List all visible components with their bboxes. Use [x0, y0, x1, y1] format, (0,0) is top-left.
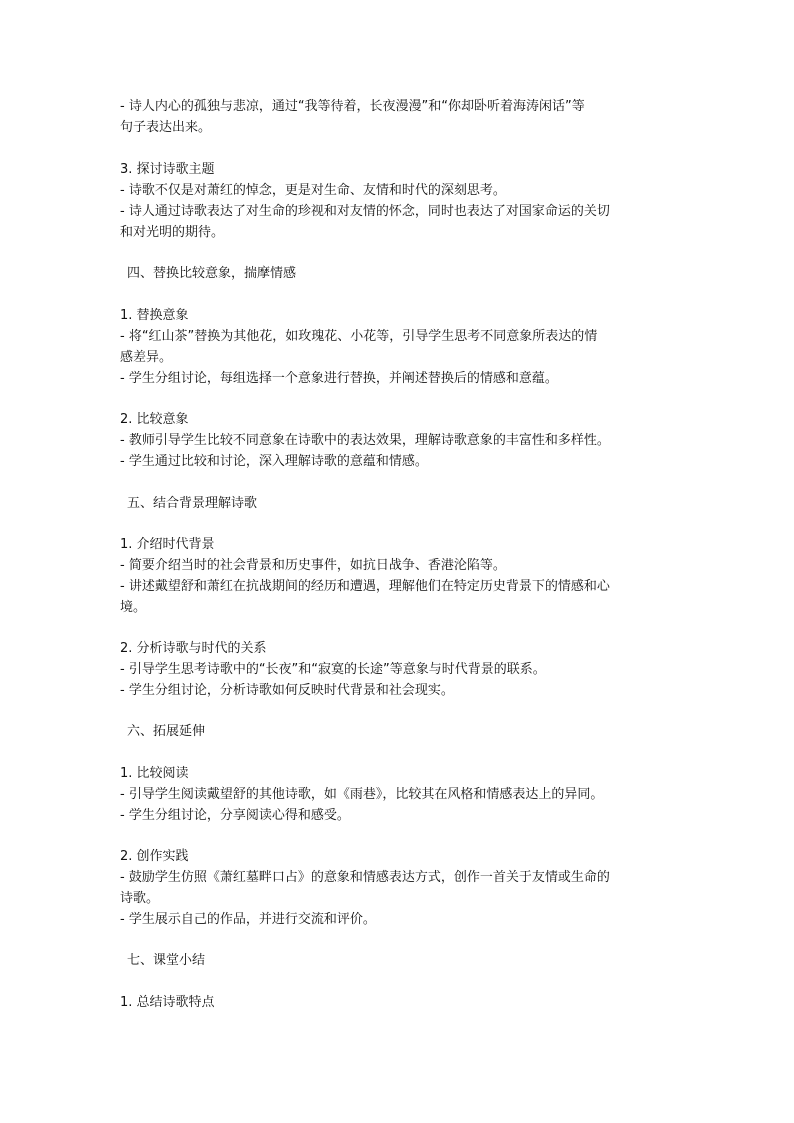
- bullet-line: - 学生分组讨论，分享阅读心得和感受。: [120, 808, 350, 823]
- bullet-line: - 引导学生思考诗歌中的“长夜”和“寂寞的长途”等意象与时代背景的联系。: [120, 662, 546, 677]
- section-heading: 七、课堂小结: [127, 953, 206, 968]
- bullet-line: - 简要介绍当时的社会背景和历史事件，如抗日战争、香港沦陷等。: [120, 558, 506, 573]
- body-line: 句子表达出来。: [120, 120, 212, 135]
- item-title: 2. 分析诗歌与时代的关系: [120, 641, 267, 656]
- bullet-line: - 诗人通过诗歌表达了对生命的珍视和对友情的怀念，同时也表达了对国家命运的关切: [120, 204, 610, 219]
- bullet-line: - 学生分组讨论，每组选择一个意象进行替换，并阐述替换后的情感和意蕴。: [120, 371, 558, 386]
- bullet-line: 和对光明的期待。: [120, 225, 225, 240]
- bullet-line: 诗歌。: [120, 891, 160, 906]
- bullet-line: - 学生通过比较和讨论，深入理解诗歌的意蕴和情感。: [120, 454, 428, 469]
- bullet-line: - 将“红山茶”替换为其他花，如玫瑰花、小花等，引导学生思考不同意象所表达的情: [120, 329, 598, 344]
- bullet-line: - 诗歌不仅是对萧红的悼念，更是对生命、友情和时代的深刻思考。: [120, 183, 506, 198]
- item-title: 1. 介绍时代背景: [120, 537, 215, 552]
- bullet-line: - 学生展示自己的作品，并进行交流和评价。: [120, 912, 376, 927]
- bullet-line: - 学生分组讨论，分析诗歌如何反映时代背景和社会现实。: [120, 683, 454, 698]
- item-title: 1. 总结诗歌特点: [120, 995, 215, 1010]
- bullet-line: 境。: [120, 600, 147, 615]
- item-title: 1. 比较阅读: [120, 766, 189, 781]
- section-heading: 四、替换比较意象，揣摩情感: [127, 266, 297, 281]
- bullet-line: - 教师引导学生比较不同意象在诗歌中的表达效果，理解诗歌意象的丰富性和多样性。: [120, 433, 610, 448]
- section-heading: 五、结合背景理解诗歌: [127, 496, 258, 511]
- body-line: - 诗人内心的孤独与悲凉，通过“我等待着，长夜漫漫”和“你却卧听着海涛闲话”等: [120, 99, 585, 114]
- bullet-line: 感差异。: [120, 350, 173, 365]
- item-title: 1. 替换意象: [120, 308, 189, 323]
- item-title: 3. 探讨诗歌主题: [120, 162, 215, 177]
- bullet-line: - 鼓励学生仿照《萧红墓畔口占》的意象和情感表达方式，创作一首关于友情或生命的: [120, 870, 610, 885]
- item-title: 2. 比较意象: [120, 412, 189, 427]
- section-heading: 六、拓展延伸: [127, 724, 206, 739]
- item-title: 2. 创作实践: [120, 849, 189, 864]
- bullet-line: - 讲述戴望舒和萧红在抗战期间的经历和遭遇，理解他们在特定历史背景下的情感和心: [120, 579, 610, 594]
- bullet-line: - 引导学生阅读戴望舒的其他诗歌，如《雨巷》，比较其在风格和情感表达上的异同。: [120, 787, 604, 802]
